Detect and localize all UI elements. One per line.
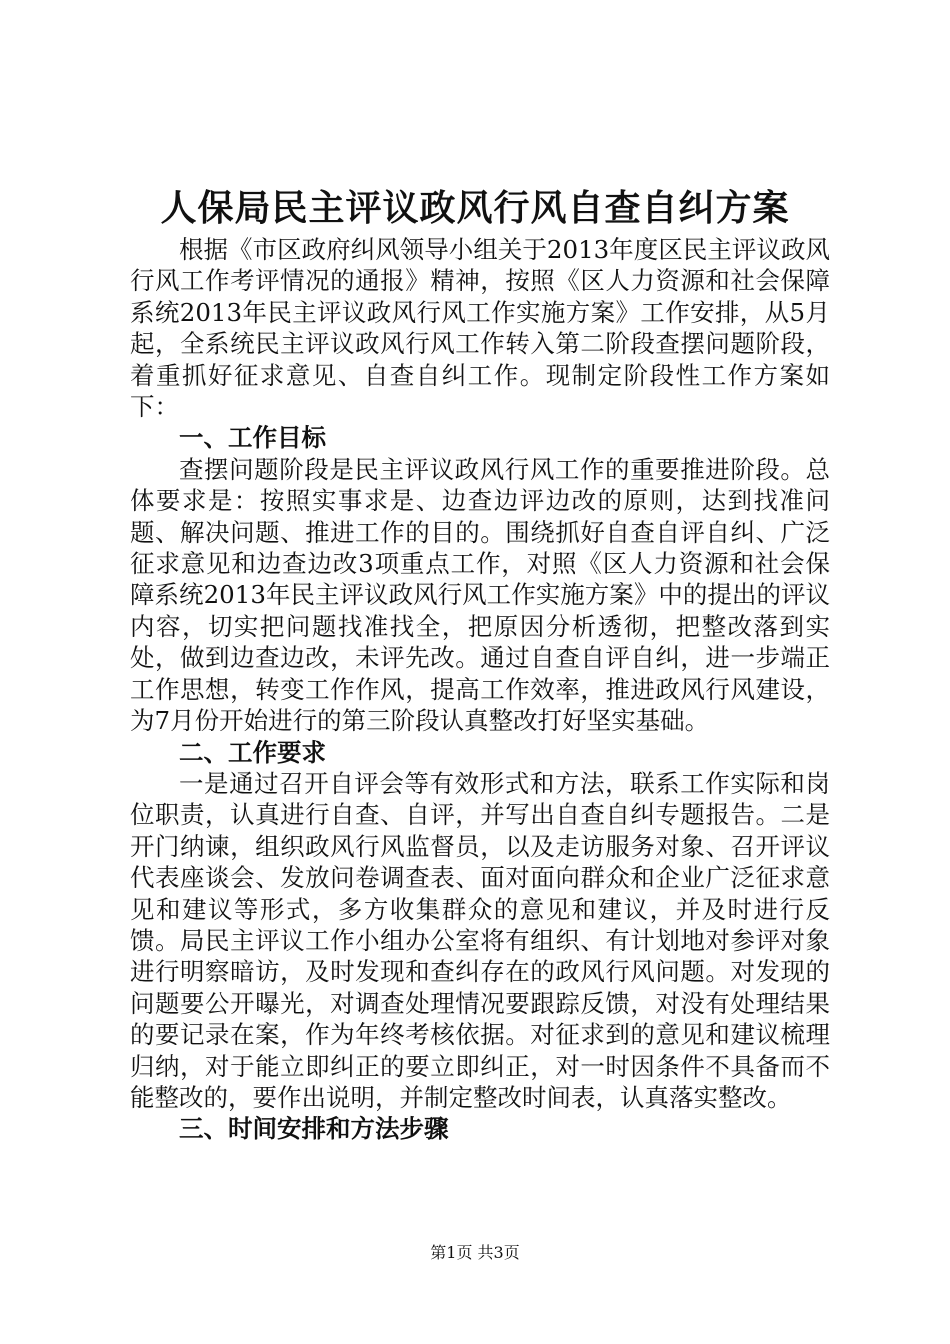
page-number-footer: 第1页 共3页 [430,1243,520,1262]
document-body [130,234,830,1145]
section-heading-goals: 一、工作目标 [179,423,326,453]
section-heading-schedule: 三、时间安排和方法步骤 [179,1114,449,1144]
intro-paragraph: 根据《市区政府纠风领导小组关于2013年度区民主评议政风行风工作考评情况的通报》精神，按照《区人力资源和社会保障系统2013年民主评议政风行风工作实施方案》工作安排，从5月起，全系统民主评议政风行风工作转入第二阶段查摆问题阶段，着重抓好征求意见、自查自纠工作。现制定阶段性工作方案如下： [130,235,830,422]
section-paragraph-goals: 查摆问题阶段是民主评议政风行风工作的重要推进阶段。总体要求是：按照实事求是、边查边评边改的原则，达到找准问题、解决问题、推进工作的目的。围绕抓好自查自评自纠、广泛征求意见和边查边改3项重点工作，对照《区人力资源和社会保障系统2013年民主评议政风行风工作实施方案》中的提出的评议内容，切实把问题找准找全，把原因分析透彻，把整改落到实处，做到边查边改，未评先改。通过自查自评自纠，进一步端正工作思想，转变工作作风，提高工作效率，推进政风行风建设，为7月份开始进行的第三阶段认真整改打好坚实基础。 [130,454,830,736]
document-title: 人保局民主评议政风行风自查自纠方案 [160,187,790,229]
section-paragraph-requirements: 一是通过召开自评会等有效形式和方法，联系工作实际和岗位职责，认真进行自查、自评，并写出自查自纠专题报告。二是开门纳谏，组织政风行风监督员，以及走访服务对象、召开评议代表座谈会、发放问卷调查表、面对面向群众和企业广泛征求意见和建议等形式，多方收集群众的意见和建议，并及时进行反馈。局民主评议工作小组办公室将有组织、有计划地对参评对象进行明察暗访，及时发现和查纠存在的政风行风问题。对发现的问题要公开曝光，对调查处理情况要跟踪反馈，对没有处理结果的要记录在案，作为年终考核依据。对征求到的意见和建议梳理归纳，对于能立即纠正的要立即纠正，对一时因条件不具备而不能整改的，要作出说明，并制定整改时间表，认真落实整改。 [130,768,830,1112]
section-heading-requirements: 二、工作要求 [179,737,326,767]
